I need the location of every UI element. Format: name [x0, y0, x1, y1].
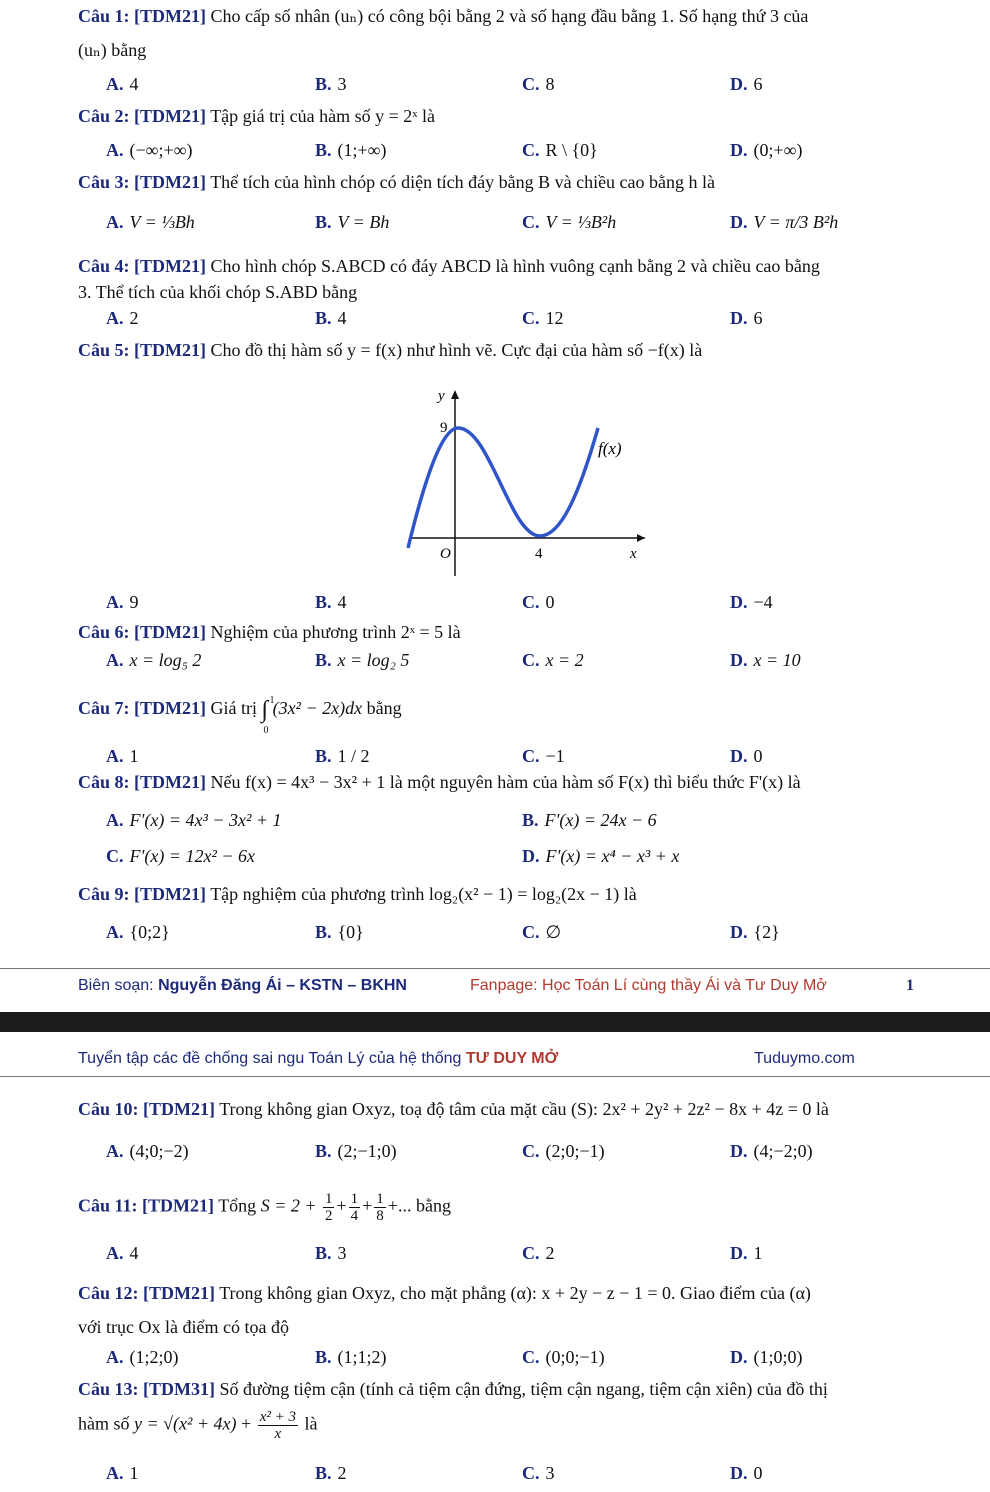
q1-option-d[interactable]: D. 6: [730, 74, 763, 94]
q11-option-b[interactable]: B. 3: [315, 1243, 347, 1263]
q9-option-c[interactable]: C. ∅: [522, 922, 562, 942]
question-11: Câu 11: [TDM21] Tổng S = 2 + $\frac{1}{2}$ + $\frac{1}{4}$ + $\frac{1}{8}$ +... bằng: [78, 1191, 451, 1224]
q12-option-a[interactable]: A. (1;2;0): [106, 1347, 179, 1367]
y-axis-label: y: [438, 388, 445, 404]
q6-option-d[interactable]: D. x = 10: [730, 650, 801, 670]
footer-author: Biên soạn: Nguyễn Đăng Ái – KSTN – BKHN: [78, 977, 407, 994]
q9-option-a[interactable]: A. {0;2}: [106, 922, 170, 942]
question-12-cont: với trục Ox là điểm có tọa độ: [78, 1317, 289, 1337]
fraction-q13: $\frac{\text{x² + 3}}{x}$: [259, 1409, 296, 1442]
fraction-1-4: $\frac{1}{4}$: [350, 1191, 359, 1224]
q7-option-d[interactable]: D. 0: [730, 746, 763, 766]
q4-option-b[interactable]: B. 4: [315, 308, 347, 328]
question-10: Câu 10: [TDM21] Trong không gian Oxyz, toạ độ tâm của mặt cầu (S): 2x² + 2y² + 2z² − 8x + 4z = 0 là: [78, 1099, 829, 1119]
question-5: Câu 5: [TDM21] Cho đồ thị hàm số y = f(x) như hình vẽ. Cực đại của hàm số −f(x) là: [78, 340, 703, 360]
q3-option-c[interactable]: C. V = ⅓B²h: [522, 212, 617, 232]
q12-option-d[interactable]: D. (1;0;0): [730, 1347, 803, 1367]
x-axis-arrow-icon: [637, 534, 645, 542]
q8-option-a[interactable]: A. F'(x) = 4x³ − 3x² + 1: [106, 810, 282, 830]
question-1-cont: (uₙ) bằng: [78, 40, 147, 60]
q12-option-b[interactable]: B. (1;1;2): [315, 1347, 387, 1367]
q5-option-b[interactable]: B. 4: [315, 592, 347, 612]
q1-option-c[interactable]: C. 8: [522, 74, 555, 94]
question-8: Câu 8: [TDM21] Nếu f(x) = 4x³ − 3x² + 1 là một nguyên hàm của hàm số F(x) thì biểu thức F'(x) là: [78, 772, 801, 792]
curve-label: f(x): [598, 439, 622, 458]
footer-fanpage[interactable]: Fanpage: Học Toán Lí cùng thầy Ái và Tư Duy Mở: [470, 977, 827, 994]
q2-option-a[interactable]: A. (−∞;+∞): [106, 140, 193, 160]
q7-option-c[interactable]: C. −1: [522, 746, 565, 766]
y-tick-label: 9: [440, 420, 448, 436]
q11-option-d[interactable]: D. 1: [730, 1243, 763, 1263]
q3-option-a[interactable]: A. V = ⅓Bh: [106, 212, 195, 232]
q11-option-c[interactable]: C. 2: [522, 1243, 555, 1263]
question-1: Câu 1: [TDM21] Cho cấp số nhân (uₙ) có công bội bằng 2 và số hạng đầu bằng 1. Số hạng thứ 3 của: [78, 6, 809, 26]
q2-option-b[interactable]: B. (1;+∞): [315, 140, 387, 160]
question-3: Câu 3: [TDM21] Thể tích của hình chóp có diện tích đáy bằng B và chiều cao bằng h là: [78, 172, 716, 192]
fraction-1-8: $\frac{1}{8}$: [376, 1191, 384, 1224]
q8-option-d[interactable]: D. F'(x) = x⁴ − x³ + x: [522, 846, 680, 866]
q8-option-c[interactable]: C. F'(x) = 12x² − 6x: [106, 846, 255, 866]
integral-expression: (3x² − 2x)dx: [272, 698, 363, 718]
page-2: [0, 1033, 990, 1492]
integral-sign: ∫ 1 0: [261, 694, 275, 736]
q7-option-b[interactable]: B. 1 / 2: [315, 746, 370, 766]
q4-option-a[interactable]: A. 2: [106, 308, 139, 328]
q2-option-d[interactable]: D. (0;+∞): [730, 140, 803, 160]
q4-option-d[interactable]: D. 6: [730, 308, 763, 328]
q9-option-b[interactable]: B. {0}: [315, 922, 364, 942]
question-6: Câu 6: [TDM21] Nghiệm của phương trình 2ˣ = 5 là: [78, 622, 461, 642]
q10-option-a[interactable]: A. (4;0;−2): [106, 1141, 189, 1161]
page-divider: [0, 1012, 990, 1032]
q6-option-a[interactable]: A. x = log₅ 2: [106, 650, 202, 670]
q7-option-a[interactable]: A. 1: [106, 746, 139, 766]
q3-option-b[interactable]: B. V = Bh: [315, 212, 390, 232]
q6-option-c[interactable]: C. x = 2: [522, 650, 584, 670]
q5-option-a[interactable]: A. 9: [106, 592, 139, 612]
question-2: Câu 2: [TDM21] Tập giá trị của hàm số y = 2ˣ là: [78, 106, 435, 126]
q8-option-b[interactable]: B. F'(x) = 24x − 6: [522, 810, 657, 830]
q11-option-a[interactable]: A. 4: [106, 1243, 139, 1263]
q13-option-a[interactable]: A. 1: [106, 1463, 139, 1483]
q6-option-b[interactable]: B. x = log₂ 5: [315, 650, 410, 670]
q12-option-c[interactable]: C. (0;0;−1): [522, 1347, 605, 1367]
question-13-cont: hàm số y = √(x² + 4x) + $\frac{\text{x² + 3}}{x}$ là: [78, 1409, 318, 1442]
q4-option-c[interactable]: C. 12: [522, 308, 564, 328]
q13-option-b[interactable]: B. 2: [315, 1463, 347, 1483]
question-4: Câu 4: [TDM21] Cho hình chóp S.ABCD có đáy ABCD là hình vuông cạnh bằng 2 và chiều cao bằng: [78, 256, 820, 276]
q9-option-d[interactable]: D. {2}: [730, 922, 780, 942]
q13-option-c[interactable]: C. 3: [522, 1463, 555, 1483]
x-tick-label: 4: [535, 546, 543, 562]
q10-option-b[interactable]: B. (2;−1;0): [315, 1141, 397, 1161]
question-4-cont: 3. Thể tích của khối chóp S.ABD bằng: [78, 282, 358, 302]
question-9: Câu 9: [TDM21] Tập nghiệm của phương trình log₂(x² − 1) = log₂(2x − 1) là: [78, 884, 637, 904]
q5-option-d[interactable]: D. −4: [730, 592, 773, 612]
fraction-1-2: $\frac{1}{2}$: [324, 1191, 333, 1224]
q10-option-c[interactable]: C. (2;0;−1): [522, 1141, 605, 1161]
header-site-link[interactable]: Tuduymo.com: [754, 1050, 855, 1067]
q2-option-c[interactable]: C. R \ {0}: [522, 140, 598, 160]
q5-option-c[interactable]: C. 0: [522, 592, 555, 612]
y-axis-arrow-icon: [451, 390, 459, 399]
q1-option-b[interactable]: B. 3: [315, 74, 347, 94]
question-7: Câu 7: [TDM21] Giá trị ∫ 1 0 (3x² − 2x)dx bằng: [78, 694, 402, 736]
page-footer: [0, 968, 990, 994]
x-axis-label: x: [630, 546, 637, 562]
question-13: Câu 13: [TDM31] Số đường tiệm cận (tính cả tiệm cận đứng, tiệm cận ngang, tiệm cận xiên) của đồ thị: [78, 1379, 828, 1399]
origin-label: O: [440, 546, 451, 562]
question-12: Câu 12: [TDM21] Trong không gian Oxyz, cho mặt phẳng (α): x + 2y − z − 1 = 0. Giao điểm của (α): [78, 1283, 811, 1303]
q3-option-d[interactable]: D. V = π/3 B²h: [730, 212, 839, 232]
q13-option-d[interactable]: D. 0: [730, 1463, 763, 1483]
q1-option-a[interactable]: A. 4: [106, 74, 139, 94]
f-curve: [408, 428, 598, 548]
function-graph: [400, 388, 650, 578]
page-number: 1: [906, 977, 914, 994]
header-title: Tuyển tập các đề chống sai ngu Toán Lý của hệ thống TƯ DUY MỞ: [78, 1050, 559, 1067]
q10-option-d[interactable]: D. (4;−2;0): [730, 1141, 813, 1161]
